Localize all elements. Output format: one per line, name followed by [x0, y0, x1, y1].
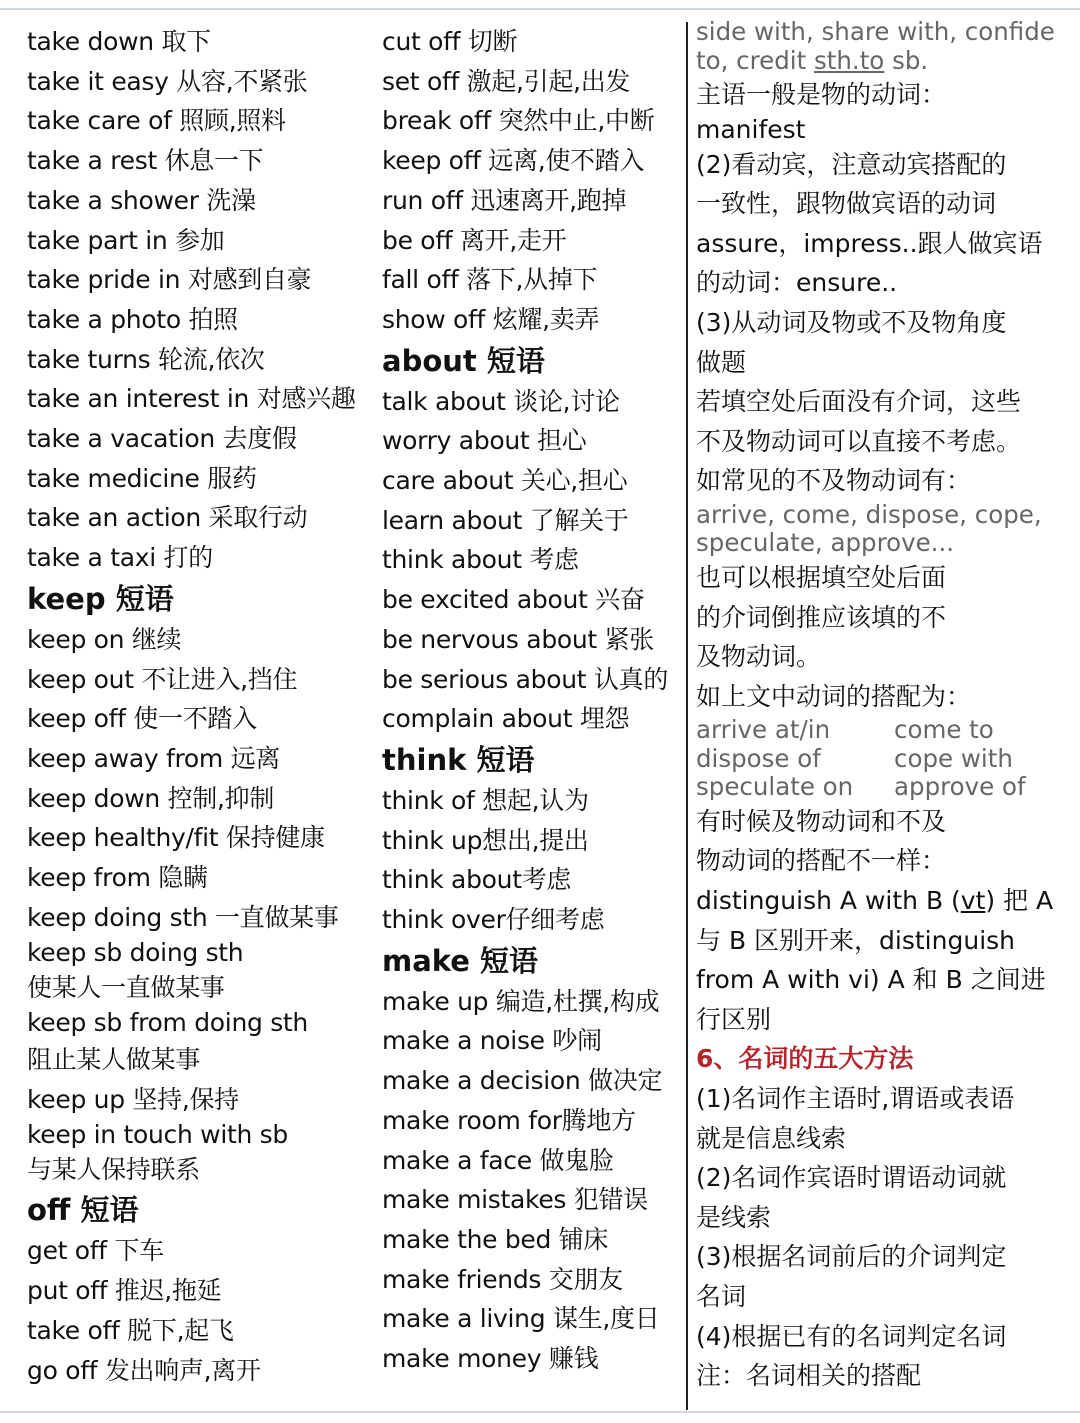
collocation: dispose of — [696, 743, 821, 773]
bottom-border — [0, 1411, 1080, 1413]
list-item: keep up 坚持,保持 — [27, 1085, 239, 1115]
list-item: keep on 继续 — [27, 624, 182, 654]
list-item: think about 考虑 — [382, 545, 579, 575]
list-item: make money 赚钱 — [382, 1344, 599, 1374]
list-item: be serious about 认真的 — [382, 664, 669, 694]
grey-note-line: side with, share with, confide — [696, 17, 1055, 46]
list-item: make room for腾地方 — [382, 1105, 636, 1135]
list-item: get off 下车 — [27, 1236, 164, 1266]
list-item: keep from 隐瞒 — [27, 863, 208, 893]
list-item: make the bed 铺床 — [382, 1224, 609, 1254]
list-item: go off 发出响声,离开 — [27, 1355, 261, 1385]
list-item: make friends 交朋友 — [382, 1264, 623, 1294]
list-item: be nervous about 紧张 — [382, 624, 654, 654]
about-heading: about 短语 — [382, 343, 545, 378]
list-item: keep out 不让进入,挡住 — [27, 664, 298, 694]
list-item: take medicine 服药 — [27, 463, 257, 493]
keep-heading: keep 短语 — [27, 581, 174, 616]
list-item: 阻止某人做某事 — [27, 1045, 200, 1075]
list-item: take a taxi 打的 — [27, 543, 213, 573]
note-line: 与 B 区别开来，distinguish — [696, 925, 1016, 955]
list-item: take a shower 洗澡 — [27, 185, 256, 215]
grey-note-line: arrive, come, dispose, cope, — [696, 499, 1042, 529]
list-item: take care of 照顾,照料 — [27, 106, 286, 136]
list-item: make a decision 做决定 — [382, 1066, 663, 1096]
make-list — [382, 982, 682, 1379]
list-item: be off 离开,走开 — [382, 225, 567, 255]
note-block-a — [696, 75, 1068, 501]
list-item: take part in 参加 — [27, 225, 225, 255]
take-list — [27, 22, 372, 578]
list-item: worry about 担心 — [382, 426, 587, 456]
underlined-text: vt — [960, 886, 986, 915]
note-line: from A with vi) A 和 B 之间进 — [696, 965, 1046, 995]
list-item: take turns 轮流,依次 — [27, 344, 265, 374]
off-list — [27, 1231, 372, 1390]
list-item: make up 编造,杜撰,构成 — [382, 986, 660, 1016]
list-item: take down 取下 — [27, 27, 211, 56]
list-item: keep away from 远离 — [27, 743, 281, 773]
list-item: take an interest in 对感兴趣 — [27, 384, 356, 414]
list-item: keep down 控制,抑制 — [27, 783, 275, 813]
note-line: (3)根据名词前后的介词判定 — [696, 1242, 1007, 1272]
top-border — [0, 8, 1080, 10]
off-heading: off 短语 — [27, 1193, 139, 1228]
list-item: think about考虑 — [382, 865, 572, 895]
note-line: (4)根据已有的名词判定名词 — [696, 1321, 1007, 1351]
note-line: 注：名词相关的搭配 — [696, 1361, 922, 1391]
list-item: keep doing sth 一直做某事 — [27, 902, 339, 932]
note-line: 主语一般是物的动词： — [696, 80, 947, 109]
column-divider — [686, 22, 688, 1410]
collocation: arrive at/in — [696, 715, 831, 745]
note-line: 也可以根据填空处后面 — [696, 562, 947, 592]
list-item: 使某人一直做某事 — [27, 973, 225, 1003]
list-item: take a photo 拍照 — [27, 304, 238, 334]
note-line: 名词 — [696, 1281, 747, 1311]
note-line: (2)看动宾，注意动宾搭配的 — [696, 149, 1007, 179]
note-block-e — [696, 1079, 1068, 1396]
list-item: break off 突然中止,中断 — [382, 106, 655, 136]
note-block-c — [696, 802, 1068, 1040]
text-fragment: to, credit — [696, 45, 815, 75]
note-line: 及物动词。 — [696, 642, 822, 672]
note-line — [696, 881, 1068, 921]
collocation-row — [696, 773, 1068, 802]
note-line: 行区别 — [696, 1004, 772, 1034]
list-item: make mistakes 犯错误 — [382, 1185, 648, 1215]
note-line: 就是信息线索 — [696, 1123, 847, 1153]
collocation: come to — [894, 715, 994, 745]
note-line: assure，impress..跟人做宾语 — [696, 228, 1043, 258]
list-item: think of 想起,认为 — [382, 785, 589, 815]
note-line: 如常见的不及物动词有： — [696, 466, 972, 496]
list-item: think over仔细考虑 — [382, 905, 605, 935]
think-heading: think 短语 — [382, 742, 535, 777]
collocation: approve of — [894, 772, 1026, 802]
grey-note-line — [696, 47, 1068, 76]
list-item: show off 炫耀,卖弄 — [382, 304, 600, 334]
grey-note-line: speculate, approve... — [696, 528, 955, 558]
list-item: take it easy 从容,不紧张 — [27, 66, 308, 96]
section-heading: 6、名词的五大方法 — [696, 1044, 914, 1074]
collocation-row — [696, 716, 1068, 745]
note-line: (3)从动词及物或不及物角度 — [696, 307, 1007, 337]
list-item: take a vacation 去度假 — [27, 424, 297, 454]
list-item: learn about 了解关于 — [382, 505, 629, 535]
note-line: 如上文中动词的搭配为： — [696, 681, 972, 711]
off-list-2 — [382, 22, 682, 340]
make-heading: make 短语 — [382, 943, 539, 978]
note-line: 若填空处后面没有介词，这些 — [696, 387, 1022, 417]
column-right — [696, 18, 1068, 1396]
note-line: manifest — [696, 114, 806, 144]
collocation: speculate on — [696, 772, 854, 802]
keep-list — [27, 620, 372, 1190]
list-item: take an action 采取行动 — [27, 503, 308, 533]
list-item: take off 脱下,起飞 — [27, 1315, 234, 1345]
note-line: 的介词倒推应该填的不 — [696, 602, 947, 632]
list-item: take pride in 对感到自豪 — [27, 265, 312, 295]
list-item: run off 迅速离开,跑掉 — [382, 185, 627, 215]
about-list — [382, 382, 682, 739]
list-item: keep in touch with sb — [27, 1120, 288, 1150]
list-item: take a rest 休息一下 — [27, 146, 264, 176]
note-line: 做题 — [696, 347, 747, 377]
text-fragment: sb. — [884, 45, 929, 75]
note-line: 一致性，跟物做宾语的动词 — [696, 189, 997, 219]
list-item: think up想出,提出 — [382, 825, 589, 855]
list-item: keep off 远离,使不踏入 — [382, 146, 645, 176]
list-item: make a face 做鬼脸 — [382, 1145, 614, 1175]
note-block-b — [696, 558, 1068, 716]
list-item: care about 关心,担心 — [382, 466, 628, 496]
collocation: cope with — [894, 743, 1013, 773]
list-item: set off 激起,引起,出发 — [382, 66, 631, 96]
column-left — [27, 22, 372, 1390]
note-line: (2)名词作宾语时谓语动词就 — [696, 1163, 1007, 1193]
list-item: 与某人保持联系 — [27, 1155, 200, 1185]
collocation-row — [696, 745, 1068, 774]
column-middle — [382, 22, 682, 1379]
list-item: fall off 落下,从掉下 — [382, 265, 598, 295]
list-item: keep off 使一不踏入 — [27, 704, 257, 734]
note-line: (1)名词作主语时,谓语或表语 — [696, 1083, 1015, 1113]
list-item: make a living 谋生,度日 — [382, 1304, 660, 1334]
list-item: make a noise 吵闹 — [382, 1026, 602, 1056]
note-line: 是线索 — [696, 1202, 772, 1232]
list-item: keep sb doing sth — [27, 938, 244, 968]
note-line: 有时候及物动词和不及 — [696, 806, 947, 836]
note-line: 的动词：ensure.. — [696, 268, 898, 298]
list-item: keep sb from doing sth — [27, 1008, 308, 1038]
list-item: cut off 切断 — [382, 27, 518, 56]
note-line: 物动词的搭配不一样： — [696, 846, 947, 876]
collocation-pairs — [696, 716, 1068, 802]
list-item: put off 推迟,拖延 — [27, 1276, 222, 1306]
text-fragment: ) 把 A — [985, 886, 1054, 915]
think-list — [382, 781, 682, 940]
list-item: talk about 谈论,讨论 — [382, 386, 620, 416]
list-item: complain about 埋怨 — [382, 704, 630, 734]
list-item: keep healthy/fit 保持健康 — [27, 823, 325, 853]
note-line: 不及物动词可以直接不考虑。 — [696, 426, 1022, 456]
underlined-text: sth.to — [814, 45, 885, 75]
list-item: be excited about 兴奋 — [382, 585, 645, 615]
text-fragment: distinguish A with B ( — [696, 886, 961, 915]
